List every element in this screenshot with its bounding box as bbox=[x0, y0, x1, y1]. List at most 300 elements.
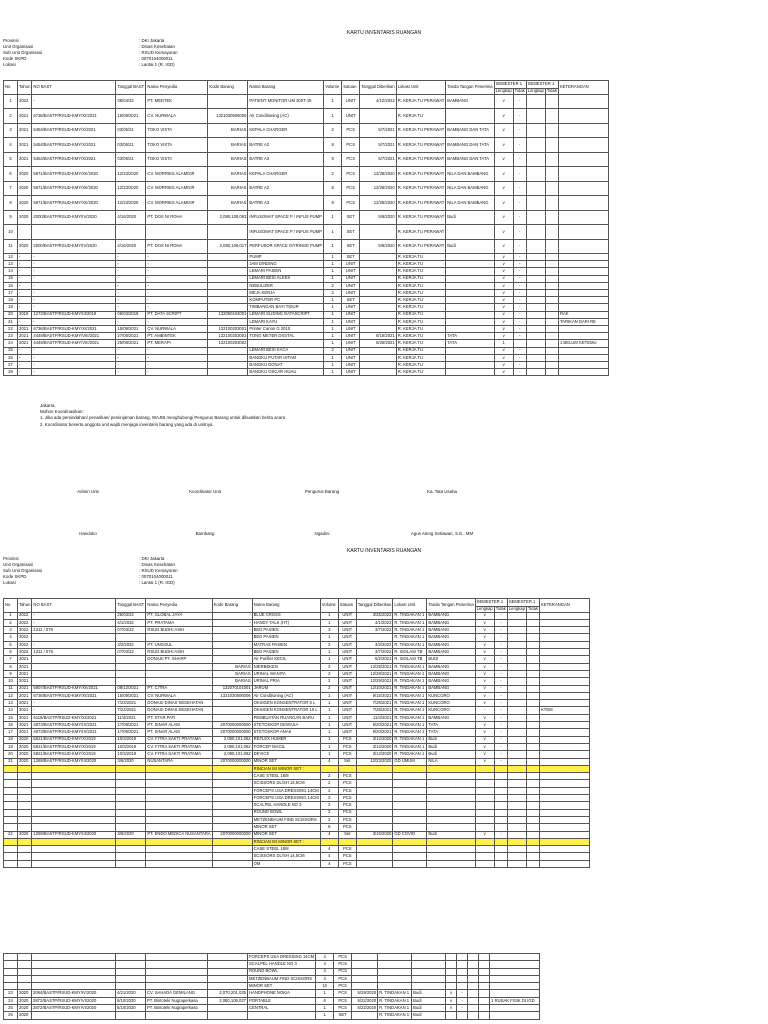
table-cell: v bbox=[494, 109, 513, 124]
table-cell bbox=[446, 361, 494, 368]
table-cell: CV. FITRA SAKTI PRATAMA bbox=[146, 736, 212, 743]
meta-value: : RSUD Kemayoran bbox=[139, 50, 178, 56]
table-cell bbox=[558, 347, 608, 354]
table-cell: 13 bbox=[4, 700, 18, 707]
table-cell: 7/23/2021 bbox=[116, 707, 146, 714]
table-cell: - bbox=[32, 261, 116, 268]
table-cell: - bbox=[494, 700, 507, 707]
table-cell bbox=[446, 347, 494, 354]
table-cell: OKSIGEN KONSENTRATOR 5 L bbox=[252, 700, 320, 707]
table-cell: R. KERJA TU bbox=[396, 290, 446, 297]
table-cell: 5454/BASTP/RSUD-KMY/X/2021 bbox=[32, 123, 116, 138]
table-cell: R. KERJA TU PERAWAT bbox=[396, 152, 446, 167]
table-cell bbox=[475, 824, 494, 831]
table-cell: 16 bbox=[316, 983, 334, 990]
table-cell: 2,080,101,062 bbox=[212, 736, 252, 743]
table-cell: 8 bbox=[320, 824, 338, 831]
table-cell: SET bbox=[334, 1012, 352, 1019]
table-cell: INFUSOMAT SPACE P / INFUS PUMP bbox=[248, 225, 324, 240]
table-cell bbox=[545, 325, 558, 332]
table-cell bbox=[18, 983, 32, 990]
table-cell: CASE STEEL 18/8 bbox=[252, 773, 320, 780]
table-cell: 1 bbox=[324, 340, 342, 347]
table-cell bbox=[457, 983, 468, 990]
table-cell bbox=[475, 809, 494, 816]
table-cell: BANGKU OSCAR HIJAU bbox=[248, 369, 324, 376]
table-cell bbox=[360, 282, 397, 289]
table-cell bbox=[545, 196, 558, 211]
table-cell bbox=[507, 634, 526, 641]
table-cell bbox=[526, 714, 539, 721]
table-cell: PCS bbox=[338, 824, 356, 831]
table-cell: R. TINDAKAN 1 bbox=[393, 627, 427, 634]
table-cell: HANDPHONE NOKIA bbox=[248, 990, 316, 997]
table-cell: 2020 bbox=[18, 239, 32, 254]
table-cell: PT. GLOBAL JAYA bbox=[146, 612, 212, 619]
table-cell bbox=[526, 787, 539, 794]
table-cell: CV. MORRIES ALAMGIR bbox=[146, 181, 208, 196]
table-cell bbox=[540, 743, 590, 750]
table-row bbox=[4, 354, 609, 361]
table-cell bbox=[558, 196, 608, 211]
table-cell: 2021 bbox=[18, 340, 32, 347]
table-cell bbox=[393, 795, 427, 802]
table-cell: R. KERJA TU bbox=[396, 282, 446, 289]
table-cell bbox=[393, 838, 427, 845]
table-cell: 1 bbox=[324, 261, 342, 268]
table-cell bbox=[490, 961, 540, 968]
table-cell: KTEM bbox=[540, 707, 590, 714]
table-cell bbox=[116, 961, 146, 968]
table-cell bbox=[526, 254, 545, 261]
table-cell: KUNCORO bbox=[427, 707, 475, 714]
table-cell: 2021 bbox=[18, 722, 32, 729]
table-cell: LEMARI BESI ALKES bbox=[248, 275, 324, 282]
table-cell: - bbox=[116, 318, 146, 325]
table-cell: - bbox=[146, 369, 208, 376]
table-row bbox=[4, 138, 609, 153]
table-cell: BANGKU PUTAR HITAM bbox=[248, 354, 324, 361]
table-cell bbox=[360, 325, 397, 332]
table-cell: STETOSKOP DEWASA bbox=[252, 722, 320, 729]
table-cell bbox=[4, 838, 18, 845]
table-cell: - bbox=[494, 678, 507, 685]
table-cell: v bbox=[475, 700, 494, 707]
table-cell: - bbox=[18, 361, 32, 368]
table-cell bbox=[558, 333, 608, 340]
table-cell: R. KERJA TU PERAWAT bbox=[396, 196, 446, 211]
table-cell: UNIT bbox=[338, 685, 356, 692]
meta-row bbox=[3, 62, 178, 68]
table-cell bbox=[558, 361, 608, 368]
table-cell: 6736/BASTP/RSUD-KMY/XI/2021 bbox=[32, 325, 116, 332]
table-cell: R. KERJA TU bbox=[396, 361, 446, 368]
table-cell: 3/2/2022 bbox=[356, 641, 393, 648]
table-cell bbox=[32, 846, 116, 853]
table-cell: 132070101001 bbox=[212, 685, 252, 692]
table-cell bbox=[393, 787, 427, 794]
table-cell bbox=[446, 318, 494, 325]
table-cell: 4 bbox=[316, 954, 334, 961]
table-cell: 3/6/2020 bbox=[116, 758, 146, 765]
table-row bbox=[4, 167, 609, 182]
table-cell: v bbox=[494, 282, 513, 289]
table-cell: Budi bbox=[446, 210, 494, 225]
table-cell bbox=[32, 225, 116, 240]
table-cell bbox=[18, 787, 32, 794]
table-cell: v bbox=[494, 347, 513, 354]
table-cell: CV. FITRA SAKTI PRATAMA bbox=[146, 743, 212, 750]
table-cell bbox=[545, 275, 558, 282]
meta-label: Provinsi bbox=[3, 38, 19, 43]
table-cell: BANGKU DONAT bbox=[248, 361, 324, 368]
table-cell: DONASI DINAS KESEHATAN bbox=[146, 700, 212, 707]
table-cell bbox=[526, 210, 545, 225]
meta-label: Sub Unit Organisasi bbox=[3, 50, 43, 56]
table-cell bbox=[526, 816, 539, 823]
table-cell: - bbox=[494, 634, 507, 641]
table-cell bbox=[545, 282, 558, 289]
table-cell: v bbox=[494, 261, 513, 268]
table-cell bbox=[475, 860, 494, 867]
table-cell: - bbox=[494, 692, 507, 699]
table-cell: 1 bbox=[324, 239, 342, 254]
table-cell: 5 bbox=[4, 641, 18, 648]
table-cell: - bbox=[513, 318, 526, 325]
table-cell bbox=[526, 678, 539, 685]
table-cell: URINAL WANITA bbox=[252, 670, 320, 677]
table-cell: PT. STAR PATI bbox=[146, 714, 212, 721]
table-cell bbox=[507, 722, 526, 729]
table-row bbox=[4, 254, 609, 261]
table-cell bbox=[146, 678, 212, 685]
table-cell: 5/6/2020 bbox=[360, 210, 397, 225]
table-cell: - bbox=[513, 152, 526, 167]
table-cell: 12/29/2021 bbox=[356, 678, 393, 685]
table-cell bbox=[18, 853, 32, 860]
table-cell: BLUE CROSS bbox=[252, 612, 320, 619]
table-cell: MINOR SET bbox=[252, 758, 320, 765]
table-cell bbox=[356, 853, 393, 860]
table-cell: 1 bbox=[320, 729, 338, 736]
table-cell: 17/09/2021 bbox=[116, 722, 146, 729]
table-cell bbox=[116, 838, 146, 845]
table-cell: R. TINDAKAN 1 bbox=[393, 619, 427, 626]
table-cell: 12 bbox=[4, 692, 18, 699]
table-cell bbox=[526, 138, 545, 153]
table-cell: PCS bbox=[338, 743, 356, 750]
table-cell: METZENBAUM FIND SCISSORS bbox=[248, 975, 316, 982]
table-cell: URINAL PRIA bbox=[252, 678, 320, 685]
table-cell: TOKO VISTA bbox=[146, 138, 208, 153]
table-cell bbox=[526, 809, 539, 816]
table-row bbox=[4, 670, 590, 677]
table-cell bbox=[558, 268, 608, 275]
table-cell bbox=[116, 765, 146, 772]
table-cell: 3/12/2020 bbox=[356, 743, 393, 750]
header-tgl_bast: Tanggal BAST bbox=[116, 599, 146, 613]
table-cell bbox=[558, 290, 608, 297]
table-cell: 1 bbox=[324, 210, 342, 225]
table-cell bbox=[558, 354, 608, 361]
table-row bbox=[4, 369, 609, 376]
table-cell: 1 bbox=[324, 333, 342, 340]
table-cell bbox=[457, 1012, 468, 1019]
table-cell bbox=[393, 824, 427, 831]
table-cell bbox=[507, 736, 526, 743]
table-cell: 2021 bbox=[18, 700, 32, 707]
table-cell: 9/20/2021 bbox=[356, 722, 393, 729]
table-row bbox=[4, 954, 540, 961]
table-cell bbox=[526, 304, 545, 311]
table-cell: 1 bbox=[320, 692, 338, 699]
table-cell: 06/03/2019 bbox=[116, 311, 146, 318]
table-cell: 1 bbox=[324, 354, 342, 361]
table-cell: 4 bbox=[4, 634, 18, 641]
table-cell bbox=[540, 663, 590, 670]
table-cell: BARIAS bbox=[208, 196, 248, 211]
table-cell: 2021 bbox=[18, 685, 32, 692]
table-cell: R. TINDAKAN 1 bbox=[393, 729, 427, 736]
table-cell: R. ISOLASI TB bbox=[393, 649, 427, 656]
table-cell bbox=[475, 853, 494, 860]
table-cell: 6/10/2020 bbox=[116, 997, 146, 1004]
table-cell: v bbox=[475, 831, 494, 838]
table-cell: 7/23/2021 bbox=[116, 700, 146, 707]
table-cell bbox=[540, 641, 590, 648]
table-cell bbox=[32, 954, 116, 961]
table-cell bbox=[526, 634, 539, 641]
table-cell: - bbox=[146, 354, 208, 361]
table-cell: 5 bbox=[4, 152, 18, 167]
table-row bbox=[4, 619, 590, 626]
header-tahun: Tahun bbox=[18, 599, 32, 613]
table-row bbox=[4, 649, 590, 656]
table-cell: UNIT bbox=[338, 619, 356, 626]
table-cell: PT. UNGGUL bbox=[146, 641, 212, 648]
table-cell bbox=[558, 210, 608, 225]
table-cell: v bbox=[494, 138, 513, 153]
table-cell bbox=[356, 824, 393, 831]
table-cell bbox=[4, 983, 18, 990]
table-cell bbox=[446, 961, 457, 968]
table-cell bbox=[494, 787, 507, 794]
table-cell bbox=[540, 670, 590, 677]
table-cell bbox=[32, 816, 116, 823]
table-cell bbox=[526, 860, 539, 867]
table-cell: - bbox=[494, 641, 507, 648]
table-cell: 5/7/2021 bbox=[360, 138, 397, 153]
table-cell: - bbox=[116, 361, 146, 368]
header-kode: Kode Barang bbox=[212, 599, 252, 613]
table-cell: - bbox=[212, 619, 252, 626]
header-keterangan: KETERANGAN bbox=[540, 599, 590, 613]
table-cell bbox=[18, 765, 32, 772]
table-cell: UNIT bbox=[342, 369, 360, 376]
table-cell: - bbox=[146, 297, 208, 304]
table-cell: 13 bbox=[4, 261, 18, 268]
table-cell bbox=[212, 707, 252, 714]
table-cell bbox=[208, 369, 248, 376]
table-cell bbox=[208, 1005, 248, 1012]
table-cell: v bbox=[494, 167, 513, 182]
meta-label: Unit Organisasi bbox=[3, 44, 34, 50]
table-cell bbox=[146, 853, 212, 860]
table-cell bbox=[360, 347, 397, 354]
table-cell bbox=[558, 304, 608, 311]
table-cell: 3/7/2022 bbox=[356, 649, 393, 656]
table-cell: - bbox=[494, 619, 507, 626]
table-cell bbox=[540, 685, 590, 692]
table-cell: KUNCORO bbox=[427, 692, 475, 699]
table-cell: 2021 bbox=[18, 663, 32, 670]
table-cell: - bbox=[32, 318, 116, 325]
note-line: 2. Koordinator beserta anggota unit wajib menjaga inventaris barang yang ada di unitnya. bbox=[40, 421, 214, 427]
table-row bbox=[4, 612, 590, 619]
table-cell bbox=[360, 275, 397, 282]
table-cell: v bbox=[475, 736, 494, 743]
table-cell: PCS bbox=[342, 138, 360, 153]
table-cell: - bbox=[513, 354, 526, 361]
table-cell: 1 bbox=[324, 361, 342, 368]
table-cell: PT. SINAR ALAM bbox=[146, 722, 212, 729]
table-cell: v bbox=[446, 1005, 457, 1012]
table-cell: 12/23/2020 bbox=[116, 167, 146, 182]
table-cell: 5871/BASTP/RSUD-KMY/XII/2020 bbox=[32, 196, 116, 211]
table-cell bbox=[352, 975, 378, 982]
table-cell: 2022 bbox=[18, 627, 32, 634]
table-cell: 2 bbox=[320, 670, 338, 677]
table-cell bbox=[212, 853, 252, 860]
table-cell: 12/28/2020 bbox=[360, 167, 397, 182]
table-cell bbox=[526, 627, 539, 634]
table-cell bbox=[116, 954, 146, 961]
signer-role: Admin Unit bbox=[77, 489, 99, 494]
table-cell: 4 bbox=[316, 961, 334, 968]
table-row bbox=[4, 997, 540, 1004]
table-cell bbox=[479, 968, 490, 975]
table-cell: NILA DAN BAMBANG bbox=[446, 167, 494, 182]
table-cell: 03/05/21 bbox=[116, 123, 146, 138]
table-cell: 2 bbox=[320, 795, 338, 802]
table-cell: - bbox=[18, 354, 32, 361]
table-cell: 1 RUSAK FISIK DI IGD bbox=[490, 997, 540, 1004]
table-cell bbox=[446, 311, 494, 318]
table-cell bbox=[320, 838, 338, 845]
table-cell: 1 bbox=[324, 268, 342, 275]
table-cell bbox=[116, 678, 146, 685]
table-cell bbox=[360, 318, 397, 325]
table-cell: R. TINDAKAN 1 bbox=[393, 743, 427, 750]
table-cell: 9 bbox=[4, 670, 18, 677]
header-satuan: Satuan bbox=[342, 81, 360, 95]
table-cell: v bbox=[475, 641, 494, 648]
table-cell: - bbox=[146, 275, 208, 282]
table-cell bbox=[116, 853, 146, 860]
table-cell: 5821/BASTP/RSUD-KMY/X/2019 bbox=[32, 743, 116, 750]
table-cell bbox=[526, 340, 545, 347]
table-cell: 1 bbox=[324, 318, 342, 325]
table-cell bbox=[468, 983, 479, 990]
table-cell bbox=[208, 361, 248, 368]
table-cell bbox=[494, 780, 507, 787]
table-cell: 22 bbox=[4, 325, 18, 332]
table-cell bbox=[507, 612, 526, 619]
table-cell bbox=[479, 990, 490, 997]
table-cell bbox=[545, 318, 558, 325]
table-cell bbox=[540, 846, 590, 853]
table-cell bbox=[526, 649, 539, 656]
table-cell: UNIT bbox=[342, 268, 360, 275]
table-cell: PT. DATA SCRIPT bbox=[146, 311, 208, 318]
table-cell bbox=[208, 94, 248, 109]
table-cell bbox=[146, 961, 208, 968]
table-cell bbox=[558, 167, 608, 182]
table-cell bbox=[208, 268, 248, 275]
table-cell: PT. SINAR ALAM bbox=[146, 729, 212, 736]
table-cell bbox=[446, 254, 494, 261]
table-cell bbox=[360, 225, 397, 240]
table-row bbox=[4, 846, 590, 853]
table-cell: 2020 bbox=[18, 181, 32, 196]
table-cell bbox=[146, 225, 208, 240]
table-cell: - bbox=[212, 641, 252, 648]
table-cell: 2022 bbox=[18, 649, 32, 656]
table-cell: 1 bbox=[4, 612, 18, 619]
table-cell: 2000/BASTP/RSUD-KMY/IV/2020 bbox=[32, 239, 116, 254]
table-cell: 27 bbox=[4, 361, 18, 368]
table-cell bbox=[545, 254, 558, 261]
table-cell: 10/3/2019 bbox=[116, 743, 146, 750]
table-cell: PCS bbox=[338, 816, 356, 823]
table-cell bbox=[507, 627, 526, 634]
table-cell: 8/25/2021 bbox=[360, 340, 397, 347]
table-cell: UNIT bbox=[338, 678, 356, 685]
table-cell: - bbox=[513, 196, 526, 211]
table-cell bbox=[490, 968, 540, 975]
table-cell bbox=[545, 333, 558, 340]
table-cell: - bbox=[32, 354, 116, 361]
table-cell: 5/7/2021 bbox=[360, 123, 397, 138]
table-cell: 5807/BASTP/RSUD-KMY/XII/2021 bbox=[32, 685, 116, 692]
table-cell bbox=[446, 290, 494, 297]
table-cell: 1 bbox=[324, 94, 342, 109]
table-cell bbox=[212, 656, 252, 663]
table-cell bbox=[558, 94, 608, 109]
table-cell: 03/05/21 bbox=[116, 138, 146, 153]
table-cell: BAMBANG bbox=[427, 714, 475, 721]
table-cell: - bbox=[494, 743, 507, 750]
table-cell: - bbox=[513, 138, 526, 153]
table-cell bbox=[32, 780, 116, 787]
table-cell: 03/05/21 bbox=[116, 152, 146, 167]
table-cell: R. KERJA TU bbox=[396, 325, 446, 332]
table-cell: BAMBANG bbox=[427, 641, 475, 648]
table-cell: - bbox=[32, 268, 116, 275]
table-cell bbox=[393, 860, 427, 867]
table-row bbox=[4, 641, 590, 648]
table-cell bbox=[356, 773, 393, 780]
table-cell bbox=[494, 773, 507, 780]
table-cell bbox=[427, 816, 475, 823]
table-cell bbox=[208, 290, 248, 297]
table-cell bbox=[526, 743, 539, 750]
table-cell: - bbox=[494, 751, 507, 758]
meta-value: : 0070104000011 bbox=[139, 56, 173, 62]
table-cell: 2021 bbox=[18, 692, 32, 699]
table-cell bbox=[490, 983, 540, 990]
table-cell: v bbox=[494, 123, 513, 138]
